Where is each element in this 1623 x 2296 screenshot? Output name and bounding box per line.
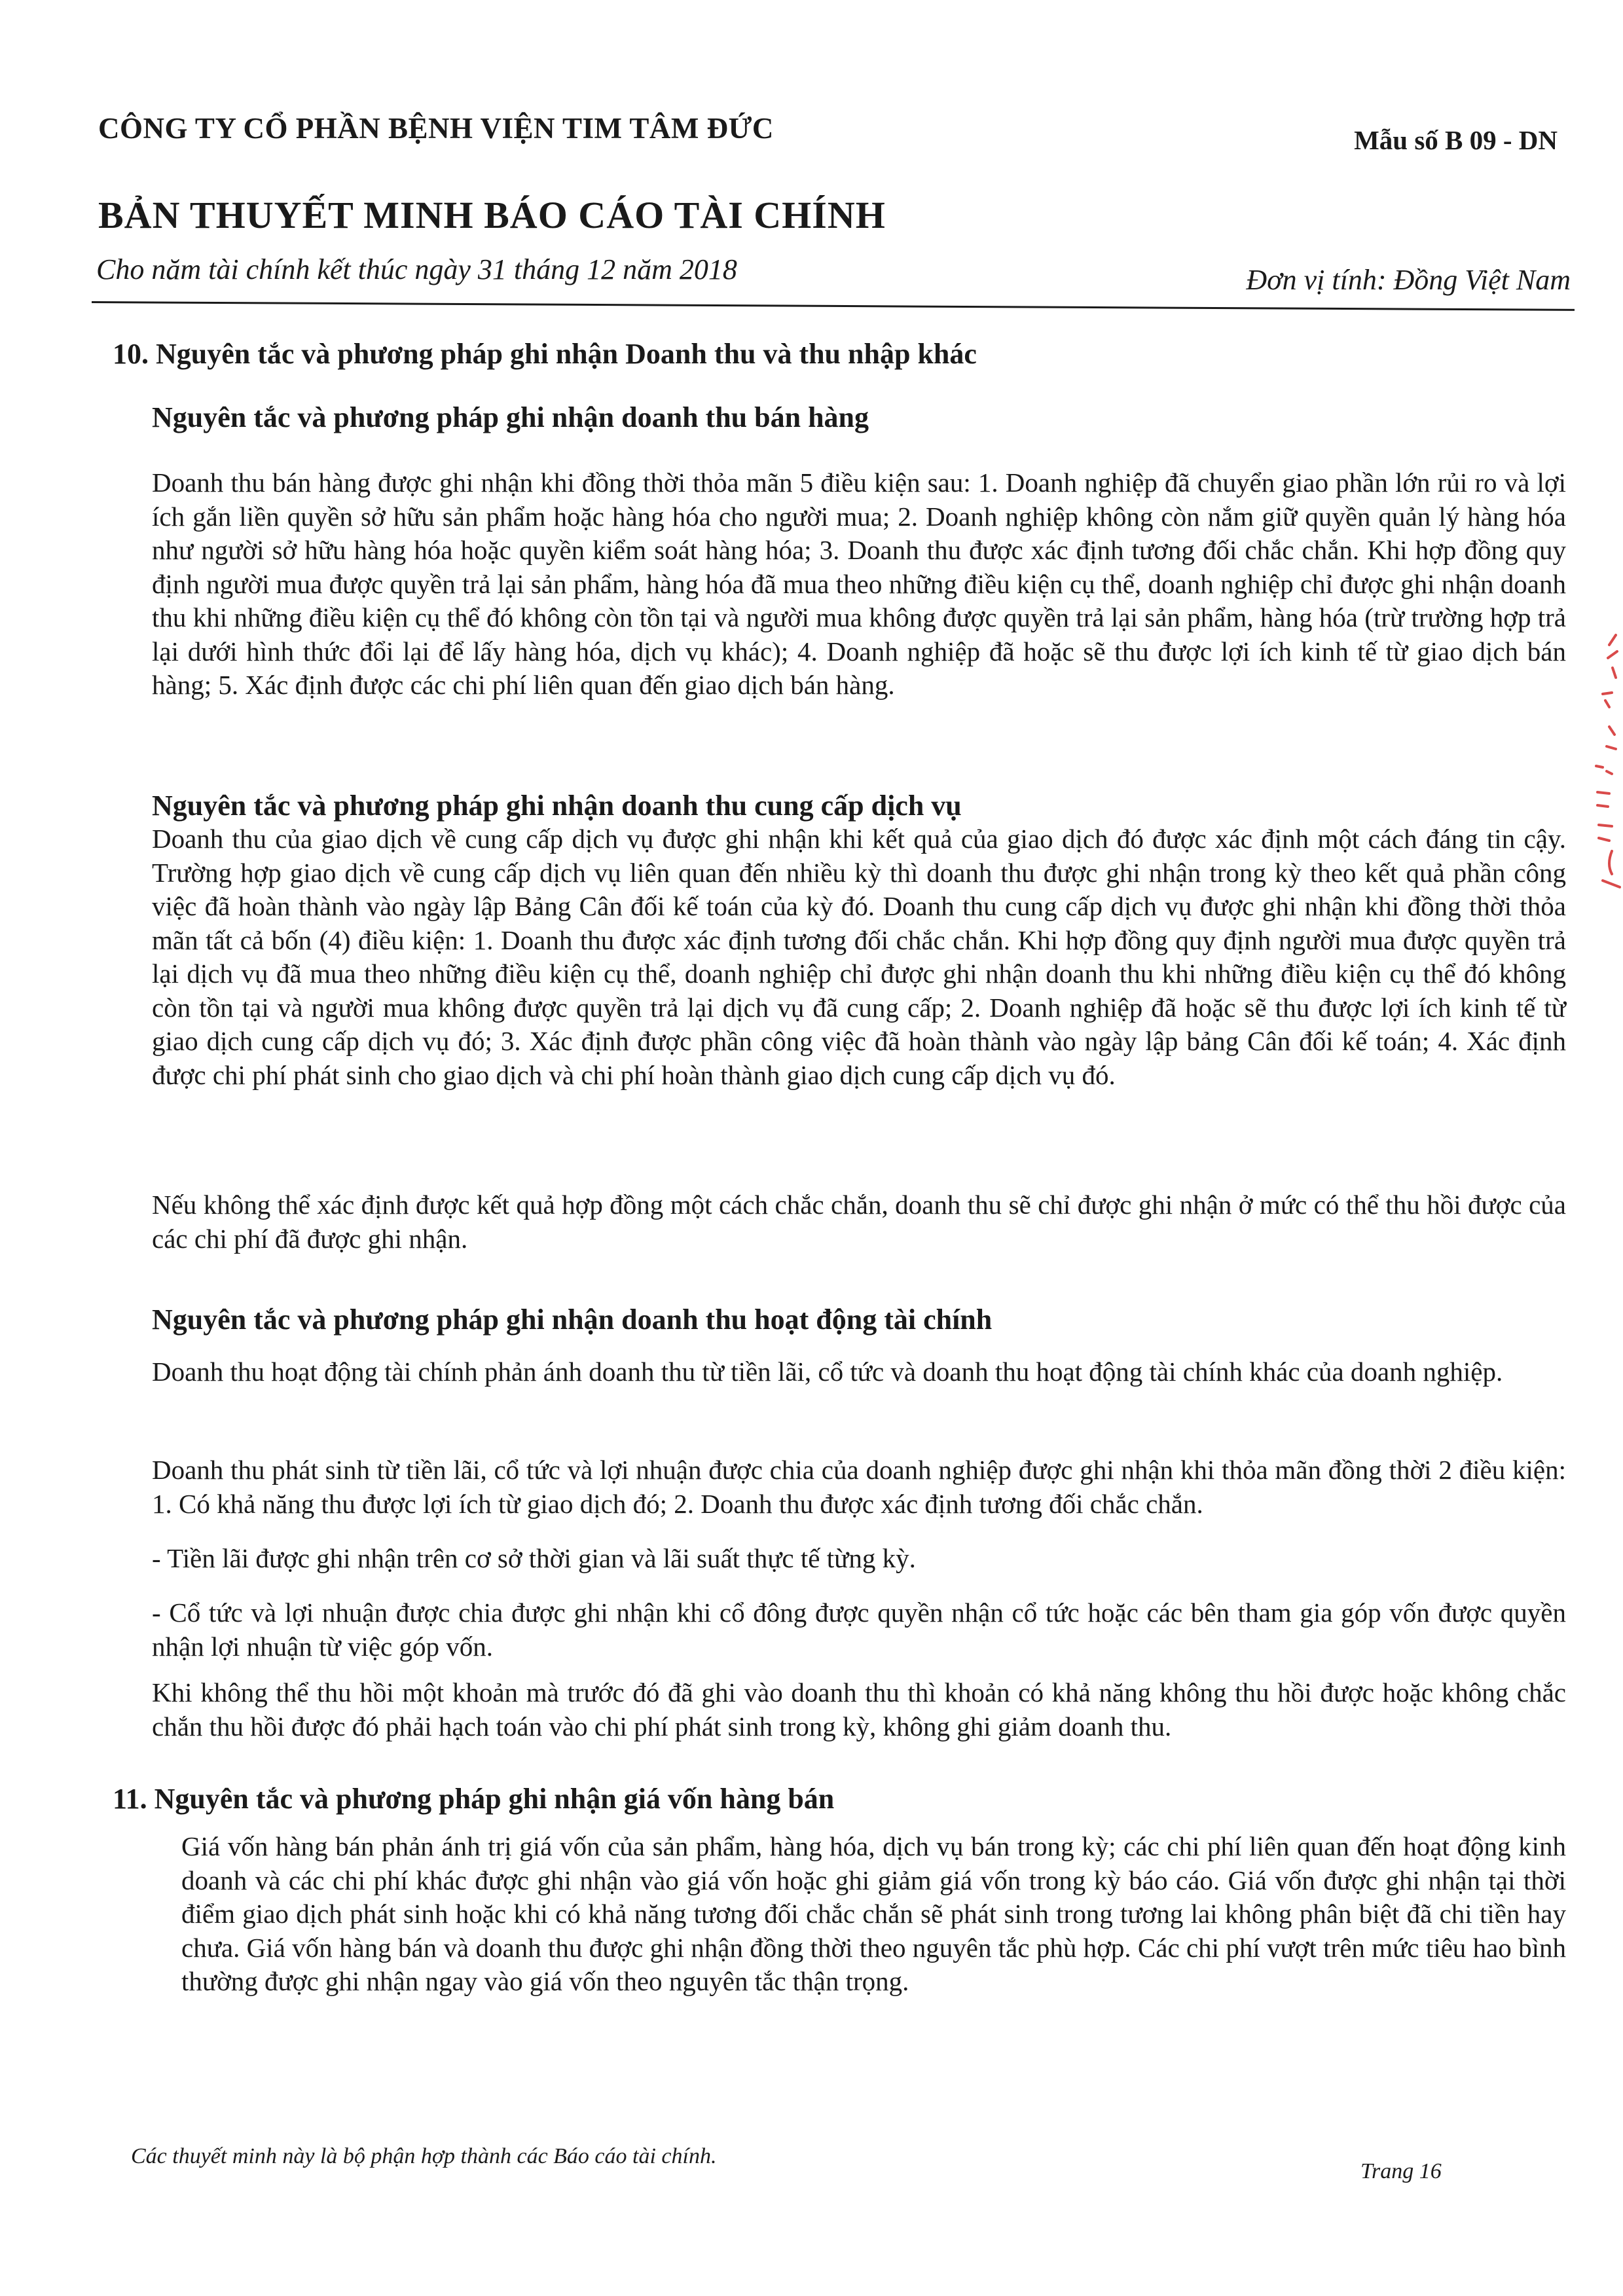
uncollectible-revenue-paragraph: Khi không thể thu hồi một khoản mà trước đó đã ghi vào doanh thu thì khoản có khả năng không thu hồi được hoặc không chắc chắn thu hồi được đó phải hạch toán vào chi phí phát sinh trong kỳ, không ghi giảm doanh thu. — [152, 1677, 1566, 1741]
financial-revenue-paragraph-2: Doanh thu phát sinh từ tiền lãi, cổ tức và lợi nhuận được chia của doanh nghiệp được ghi nhận khi thỏa mãn đồng thời 2 điều kiện: 1. Có khả năng thu được lợi ích từ giao dịch đó; 2. Doanh thu được xác định tương đối chắc chắn. — [152, 1455, 1566, 1519]
financial-revenue-paragraph-1: Doanh thu hoạt động tài chính phản ánh doanh thu từ tiền lãi, cổ tức và doanh thu hoạt động tài chính khác của doanh nghiệp. — [152, 1357, 1503, 1387]
cost-of-goods-paragraph: Giá vốn hàng bán phản ánh trị giá vốn của sản phẩm, hàng hóa, dịch vụ bán trong kỳ; các chi phí liên quan đến hoạt động kinh doanh và các chi phí khác được ghi nhận vào giá vốn hoặc ghi giảm giá vốn trong kỳ báo cáo. Giá vốn được ghi nhận tại thời điểm giao dịch phát sinh hoặc khi có khả năng tương đối chắc chắn sẽ phát sinh trong tương lai không phân biệt đã chi tiền hay chưa. Giá vốn hàng bán và doanh thu được ghi nhận đồng thời theo nguyên tắc phù hợp. Các chi phí vượt trên mức tiêu hao bình thường được ghi nhận ngay vào giá vốn theo nguyên tắc thận trọng. — [181, 1831, 1566, 1996]
document-title: BẢN THUYẾT MINH BÁO CÁO TÀI CHÍNH — [98, 194, 886, 236]
interest-income-item: - Tiền lãi được ghi nhận trên cơ sở thời gian và lãi suất thực tế từng kỳ. — [152, 1543, 916, 1573]
page-number: Trang 16 — [1360, 2159, 1442, 2183]
sales-revenue-heading: Nguyên tắc và phương pháp ghi nhận doanh thu bán hàng — [152, 401, 869, 433]
dividend-income-item: - Cổ tức và lợi nhuận được chia được ghi nhận khi cổ đông được quyền nhận cổ tức hoặc các bên tham gia góp vốn được quyền nhận lợi nhuận từ việc góp vốn. — [152, 1597, 1566, 1662]
service-revenue-note: Nếu không thể xác định được kết quả hợp đồng một cách chắc chắn, doanh thu sẽ chỉ được ghi nhận ở mức có thể thu hồi được của các chi phí đã được ghi nhận. — [152, 1190, 1566, 1254]
section-11-heading: 11. Nguyên tắc và phương pháp ghi nhận giá vốn hàng bán — [113, 1783, 835, 1815]
reporting-period: Cho năm tài chính kết thúc ngày 31 tháng 12 năm 2018 — [96, 253, 737, 285]
financial-revenue-heading: Nguyên tắc và phương pháp ghi nhận doanh thu hoạt động tài chính — [152, 1303, 993, 1336]
service-revenue-paragraph: Doanh thu của giao dịch về cung cấp dịch vụ được ghi nhận khi kết quả của giao dịch đó được xác định một cách đáng tin cậy. Trường hợp giao dịch về cung cấp dịch vụ liên quan đến nhiều kỳ thì doanh thu được ghi nhận trong kỳ theo kết quả phần công việc đã hoàn thành vào ngày lập Bảng Cân đối kế toán của kỳ đó. Doanh thu cung cấp dịch vụ được ghi nhận khi đồng thời thỏa mãn tất cả bốn (4) điều kiện: 1. Doanh thu được xác định tương đối chắc chắn. Khi hợp đồng quy định người mua được quyền trả lại dịch vụ đã mua theo những điều kiện cụ thể, doanh nghiệp chỉ được ghi nhận doanh thu khi những điều kiện cụ thể đó không còn tồn tại và người mua không được quyền trả lại dịch vụ đã cung cấp; 2. Doanh nghiệp đã hoặc sẽ thu được lợi ích kinh tế từ giao dịch cung cấp dịch vụ đó; 3. Xác định được phần công việc đã hoàn thành vào ngày lập bảng Cân đối kế toán; 4. Xác định được chi phí phát sinh cho giao dịch và chi phí hoàn thành giao dịch cung cấp dịch vụ đó. — [152, 824, 1566, 1090]
sales-revenue-paragraph: Doanh thu bán hàng được ghi nhận khi đồng thời thỏa mãn 5 điều kiện sau: 1. Doanh nghiệp đã chuyển giao phần lớn rủi ro và lợi ích gắn liền quyền sở hữu sản phẩm hoặc hàng hóa cho người mua; 2. Doanh nghiệp không còn nắm giữ quyền quản lý hàng hóa như người sở hữu hàng hóa hoặc quyền kiểm soát hàng hóa; 3. Doanh thu được xác định tương đối chắc chắn. Khi hợp đồng quy định người mua được quyền trả lại sản phẩm, hàng hóa đã mua theo những điều kiện cụ thể, doanh nghiệp chỉ được ghi nhận doanh thu khi những điều kiện cụ thể đó không còn tồn tại và người mua không được quyền trả lại sản phẩm, hàng hóa (trừ trường hợp trả lại dưới hình thức đổi lại để lấy hàng hóa, dịch vụ khác); 4. Doanh nghiệp đã hoặc sẽ thu được lợi ích kinh tế từ giao dịch bán hàng; 5. Xác định được các chi phí liên quan đến giao dịch bán hàng. — [152, 467, 1566, 700]
header-divider — [92, 301, 1575, 311]
form-number: Mẫu số B 09 - DN — [1354, 125, 1558, 155]
currency-unit: Đơn vị tính: Đồng Việt Nam — [1246, 264, 1571, 296]
service-revenue-heading: Nguyên tắc và phương pháp ghi nhận doanh thu cung cấp dịch vụ — [152, 790, 962, 822]
footer-note: Các thuyết minh này là bộ phận hợp thành các Báo cáo tài chính. — [131, 2144, 717, 2168]
company-name: CÔNG TY CỔ PHẦN BỆNH VIỆN TIM TÂM ĐỨC — [98, 112, 774, 145]
section-10-heading: 10. Nguyên tắc và phương pháp ghi nhận Doanh thu và thu nhập khác — [113, 338, 977, 370]
company-seal-edge — [1583, 622, 1621, 890]
